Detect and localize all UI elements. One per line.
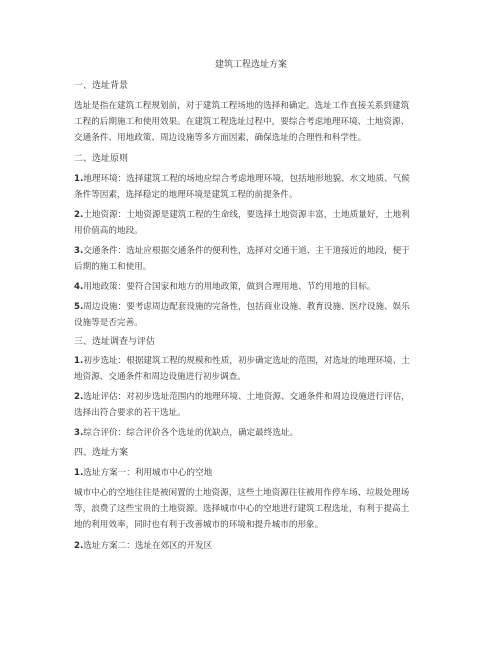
paragraph-line: 用地政策：要符合国家和地方的用地政策，做到合理用地、节约用地的目标。: [83, 282, 376, 292]
paragraph-line: 条件等因素，选择稳定的地理环境是建筑工程的前提条件。: [74, 190, 298, 200]
section-heading-survey: 三、选址调查与评估: [74, 337, 156, 347]
plan-item-two: [74, 538, 434, 554]
item-number: 2.: [74, 541, 84, 551]
paragraph-line: 土地资源：土地资源是建筑工程的生命线，要选择土地资源丰富，土地质量好，土地利: [83, 210, 410, 220]
paragraph-line: 选择出符合要求的若干选址。: [74, 408, 186, 418]
paragraph-line: 工程的后期施工和使用效果。在建筑工程选址过程中，要综合考虑地理环境、土地资源、: [74, 117, 410, 127]
paragraph-line: 地的利用效率，同时也有利于改善城市的环境和提升城市的形象。: [74, 520, 324, 530]
section-heading-plans: 四、选址方案: [74, 448, 129, 458]
paragraph-line: 地资源、交通条件和周边设施进行初步调查。: [74, 372, 246, 382]
paragraph-line: 交通条件、用地政策、周边设施等多方面因素，确保选址的合理性和科学性。: [74, 133, 367, 143]
item-number: 4.: [74, 282, 84, 292]
paragraph-line: 地理环境：选择建筑工程的场地应综合考虑地理环境，包括地形地貌、水文地质、气候: [83, 174, 410, 184]
principle-item-policy: [74, 279, 434, 295]
paragraph-line: 周边设施：要考虑周边配套设施的完备性，包括商业设施、教育设施、医疗设施、娱乐: [83, 302, 410, 312]
paragraph-background: [74, 98, 434, 146]
paragraph-line: 设施等是否完善。: [74, 318, 143, 328]
item-number: 2.: [74, 210, 84, 220]
item-number: 2.: [74, 392, 84, 402]
principle-item-facilities: [74, 299, 434, 331]
paragraph-line: 等，浪费了这些宝贵的土地资源。选择城市中心的空地进行建筑工程选址，有利于提高土: [74, 504, 410, 514]
plan-item-one: [74, 465, 434, 481]
item-number: 3.: [74, 428, 84, 438]
document-title: 建筑工程选址方案: [214, 60, 287, 70]
item-number: 3.: [74, 246, 84, 256]
paragraph-line: 选址评估：对初步选址范围内的地理环境、土地资源、交通条件和周边设施进行评估，: [83, 392, 410, 402]
paragraph-line: 城市中心的空地往往是被闲置的土地资源，这些土地资源往往被用作停车场、垃圾处理场: [74, 488, 410, 498]
plan-one-description: [74, 485, 434, 533]
survey-item-overall: [74, 425, 434, 441]
section-heading-principles: 二、选址原则: [74, 154, 129, 164]
item-number: 5.: [74, 302, 84, 312]
paragraph-line: 选址是指在建筑工程规划前，对于建筑工程场地的选择和确定。选址工作直接关系到建筑: [74, 101, 410, 111]
survey-item-evaluation: [74, 389, 434, 421]
paragraph-line: 选址方案二：选址在郊区的开发区: [83, 541, 213, 551]
principle-item-geography: [74, 171, 434, 203]
principle-item-traffic: [74, 243, 434, 275]
item-number: 1.: [74, 468, 84, 478]
item-number: 1.: [74, 356, 84, 366]
paragraph-line: 后期的施工和使用。: [74, 262, 152, 272]
principle-item-land: [74, 207, 434, 239]
section-heading-background: 一、选址背景: [74, 81, 129, 91]
paragraph-line: 交通条件：选址应根据交通条件的便利性，选择对交通干道、主干道接近的地段，便于: [83, 246, 410, 256]
paragraph-line: 综合评价：综合评价各个选址的优缺点，确定最终选址。: [83, 428, 299, 438]
paragraph-line: 选址方案一：利用城市中心的空地: [83, 468, 213, 478]
item-number: 1.: [74, 174, 84, 184]
paragraph-line: 用价值高的地段。: [74, 226, 143, 236]
survey-item-initial: [74, 353, 434, 385]
paragraph-line: 初步选址：根据建筑工程的规模和性质，初步确定选址的范围，对选址的地理环境、土: [83, 356, 410, 366]
